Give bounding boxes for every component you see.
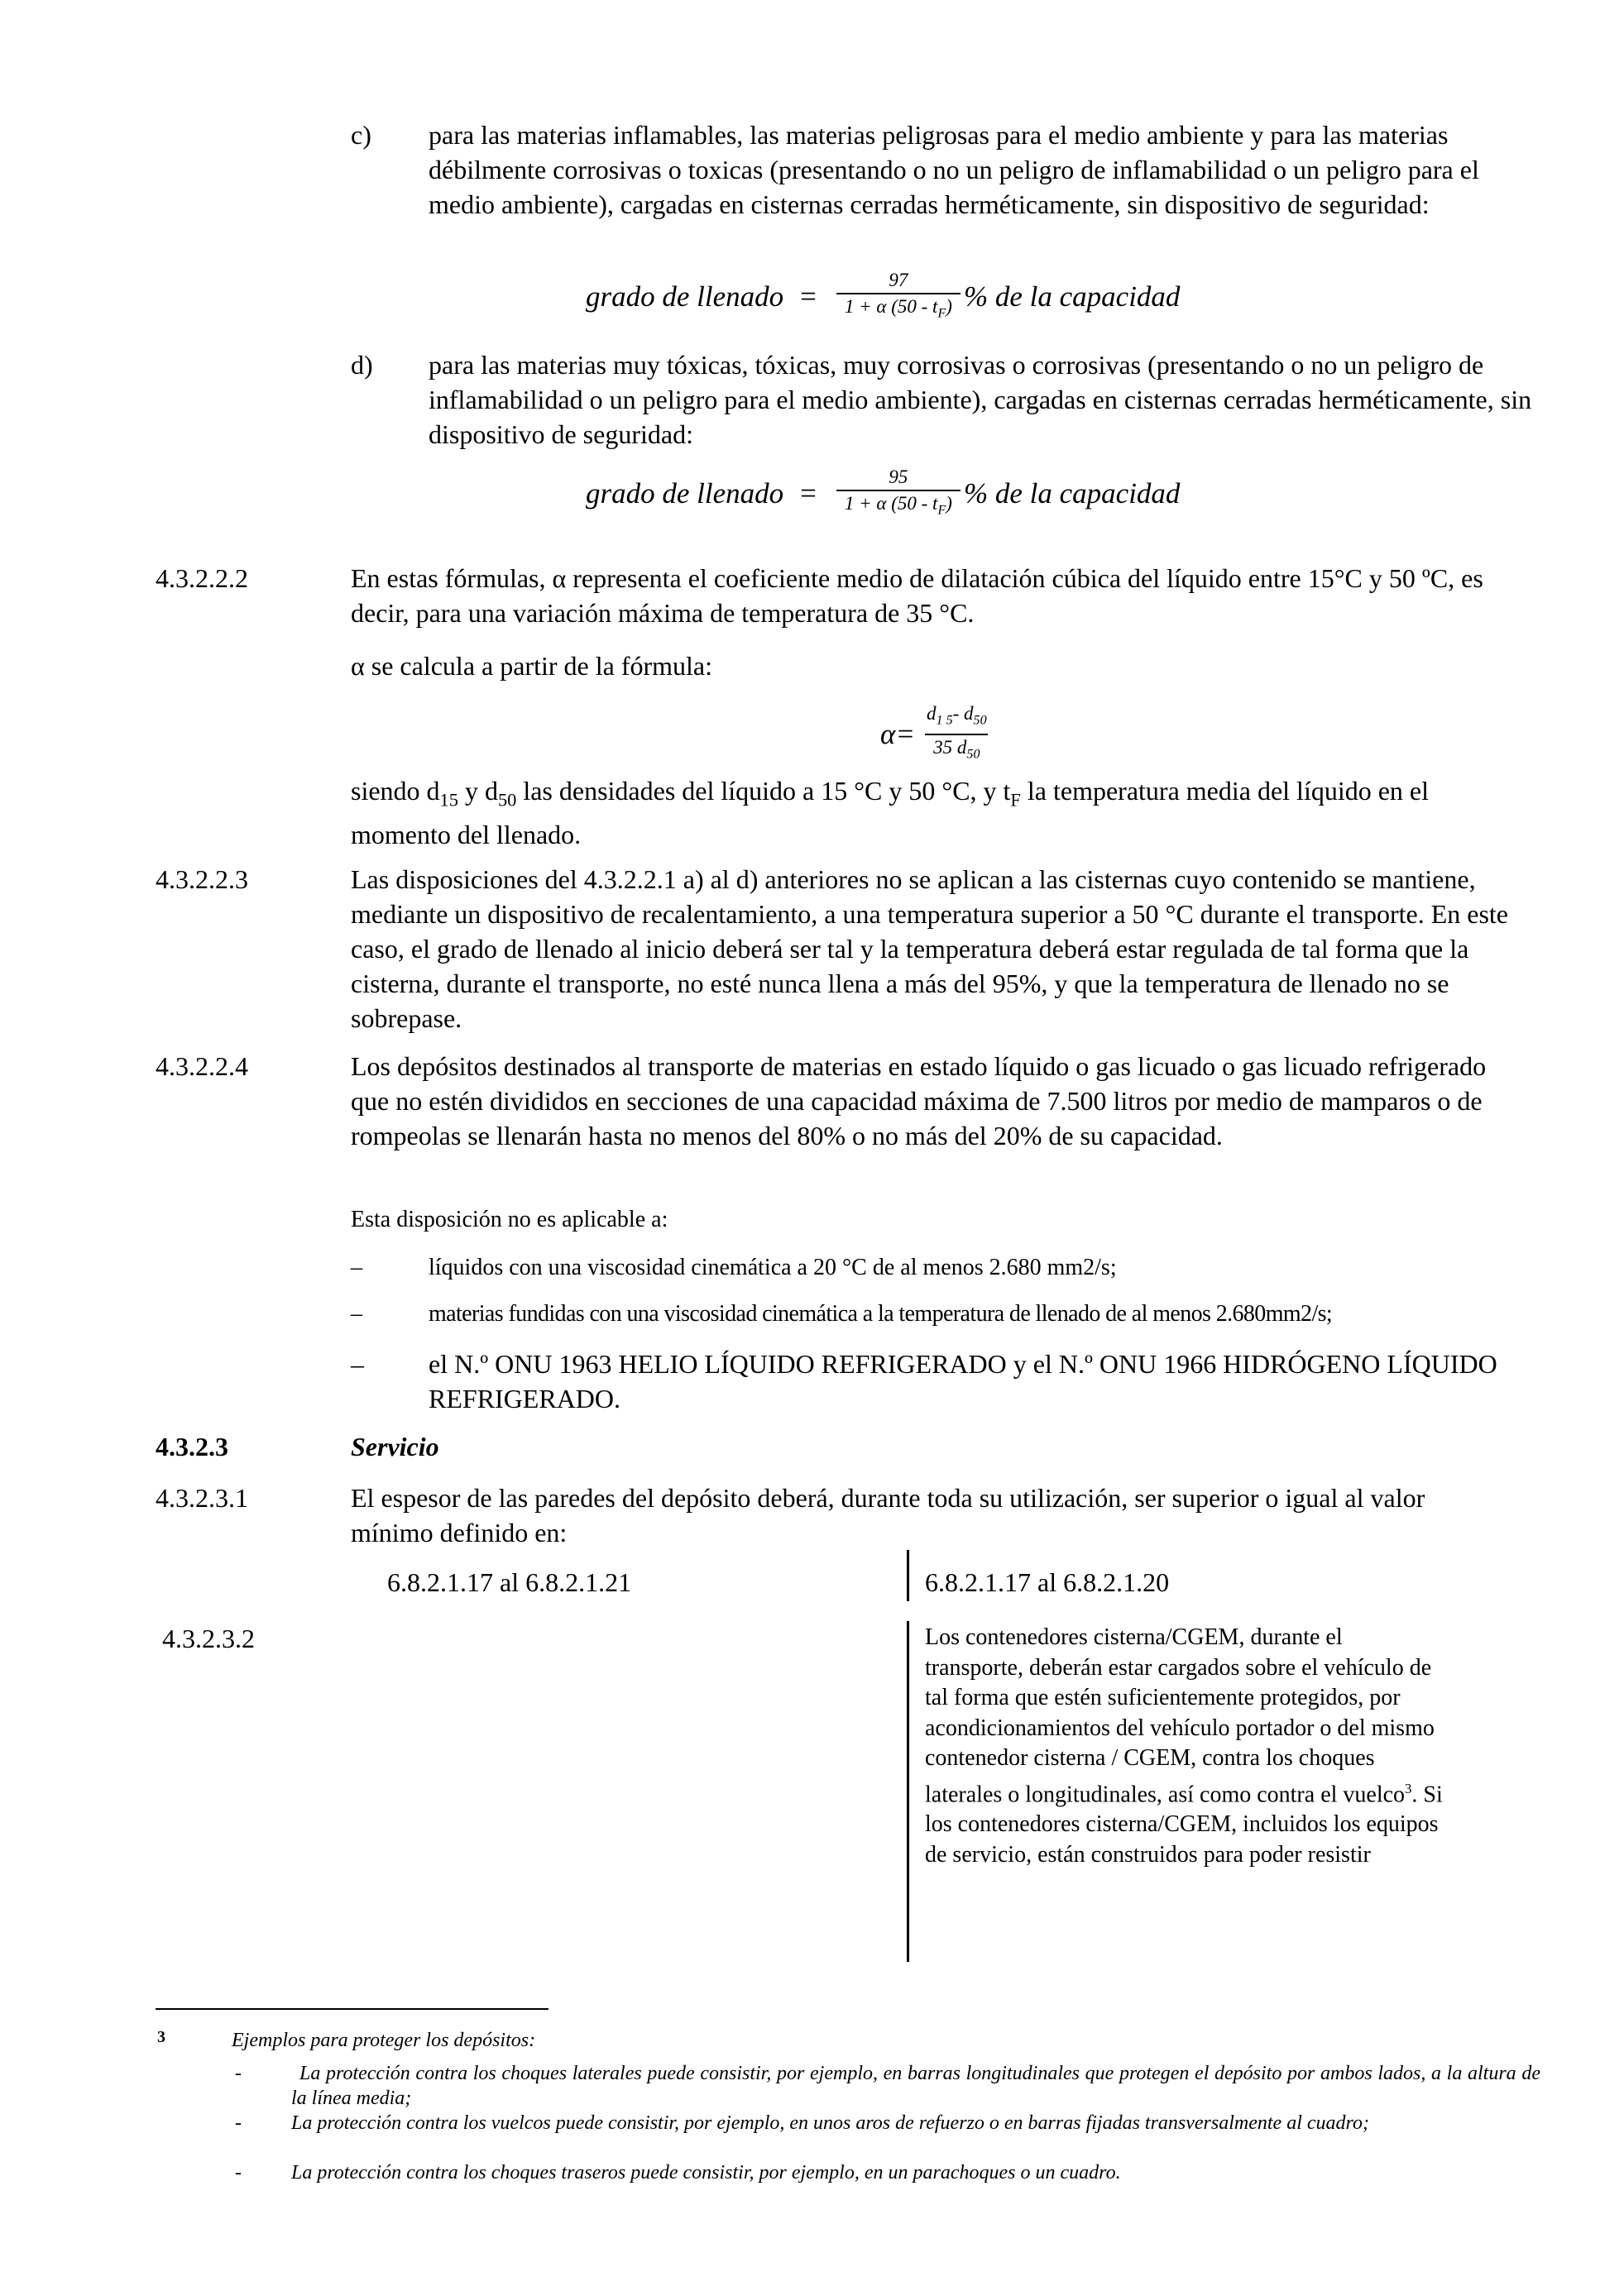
- list-item: líquidos con una viscosidad cinemática a 20 °C de al menos 2.680 mm2/s;: [429, 1255, 1117, 1280]
- section-number: 4.3.2.2.4: [156, 1051, 248, 1081]
- section-paragraph: α se calcula a partir de la fórmula:: [351, 651, 712, 681]
- footnote-separator: [156, 2008, 549, 2010]
- formula-fraction: [836, 465, 961, 524]
- formula-fraction: [918, 701, 995, 767]
- item-c-text: para las materias inflamables, las materias peligrosas para el medio ambiente y para las materias débilmente corrosivas o toxicas (presentando o no un peligro de inflamabilidad o un peligro para el medio ambiente), cargadas en cisternas cerradas herméticamente, sin dispositivo de seguridad:: [429, 120, 1479, 219]
- footnote-dash: -: [235, 2063, 242, 2084]
- column-divider: [907, 1550, 909, 1601]
- formula-denominator: 1 + α $(50 - t_F)$: [836, 293, 961, 327]
- list-item: materias fundidas con una viscosidad cinemática a la temperatura de llenado de al menos 2.680mm2/s;: [429, 1301, 1333, 1327]
- section-paragraph: Las disposiciones del 4.3.2.2.1 a) al d) anteriores no se aplican a las cisternas cuyo contenido se mantiene, mediante un dispositivo de recalentamiento, a una temperatura superior a 50 °C durante el transporte. En este caso, el grado de llenado al inicio deberá ser tal y la temperatura deberá estar regulada de tal forma que la cisterna, durante el transporte, no esté nunca llena a más del 95%, y que la temperatura de llenado no se sobrepase.: [351, 864, 1508, 1033]
- item-d-label: d): [351, 350, 373, 380]
- section-number: 4.3.2.2.3: [156, 864, 248, 894]
- formula-rhs: % de la capacidad: [963, 280, 1181, 313]
- section-paragraph: Esta disposición no es aplicable a:: [351, 1207, 668, 1232]
- section-paragraph: Los depósitos destinados al transporte de materias en estado líquido o gas licuado o gas licuado refrigerado que no estén divididos en secciones de una capacidad máxima de 7.500 litros por medio de mamparos o de rompeolas se llenarán hasta no menos del 80% o no más del 20% de su capacidad.: [351, 1051, 1487, 1150]
- right-column-paragraph: Los contenedores cisterna/CGEM, durante el transporte, deberán estar cargados sobre el vehículo de tal forma que estén suficientemente protegidos, por acondicionamientos del vehículo portador o del mismo contenedor cisterna / CGEM, contra los choques laterales o longitudinales, así como contra el vuelco$^3$. Si los contenedores cisterna/CGEM, incluidos los equipos de servicio, están construidos para poder resistir: [925, 1624, 1443, 1868]
- formula-lhs: grado de llenado: [586, 280, 784, 313]
- list-bullet: –: [351, 1255, 362, 1280]
- formula-equals: =: [800, 280, 817, 313]
- formula-denominator: 1 + α $(50 - t_F)$: [836, 490, 961, 524]
- left-column-reference: 6.8.2.1.17 al 6.8.2.1.21: [387, 1567, 632, 1597]
- section-number: 4.3.2.3.2: [162, 1624, 255, 1653]
- formula-fraction: [836, 268, 961, 327]
- item-d-text: para las materias muy tóxicas, tóxicas, muy corrosivas o corrosivas (presentando o no un peligro de inflamabilidad o un peligro para el medio ambiente), cargadas en cisternas cerradas herméticamente, sin dispositivo de seguridad:: [429, 350, 1532, 449]
- list-bullet: –: [351, 1301, 362, 1327]
- formula-numerator: $d_{1 5}-$ $d_{50}$: [927, 703, 987, 728]
- formula-denominator: 35 $d_{50}$: [925, 734, 988, 768]
- formula-numerator: 95: [889, 466, 908, 487]
- section-paragraph: siendo $d_{15}$ y $d_{50}$ las densidades del líquido a 15 °C y 50 °C, y $t_F$ la temperatura media del líquido en el momento del llenado.: [351, 776, 1430, 850]
- right-column-reference: 6.8.2.1.17 al 6.8.2.1.20: [925, 1567, 1170, 1597]
- footnote-item: La protección contra los vuelcos puede consistir, por ejemplo, en unos aros de refuerzo o en barras fijadas transversalmente al cuadro;: [291, 2112, 1369, 2134]
- footnote-title: Ejemplos para proteger los depósitos:: [232, 2030, 536, 2051]
- item-c-label: c): [351, 120, 371, 150]
- formula-fill-97: [586, 268, 1180, 327]
- formula-equals: =: [800, 477, 817, 510]
- column-divider: [907, 1621, 909, 1962]
- formula-lhs: α=: [880, 717, 915, 750]
- footnote-reference[interactable]: 3: [1405, 1780, 1412, 1796]
- formula-lhs: grado de llenado: [586, 477, 784, 510]
- section-number: 4.3.2.3.1: [156, 1483, 248, 1513]
- formula-fill-95: [586, 465, 1180, 524]
- footnote-dash: -: [235, 2112, 242, 2134]
- footnote-item: La protección contra los choques laterales puede consistir, por ejemplo, en barras longitudinales que protegen el depósito por ambos lados, a la altura de la línea media;: [291, 2063, 1540, 2109]
- section-paragraph: En estas fórmulas, α representa el coeficiente medio de dilatación cúbica del líquido entre 15°C y 50 ºC, es decir, para una variación máxima de temperatura de 35 °C.: [351, 563, 1483, 628]
- footnote-dash: -: [235, 2162, 242, 2184]
- footnote-mark: 3: [157, 2028, 165, 2046]
- footnote-item: La protección contra los choques traseros puede consistir, por ejemplo, en un parachoques o un cuadro.: [291, 2162, 1121, 2184]
- section-heading-number: 4.3.2.3: [156, 1432, 228, 1461]
- formula-numerator: 97: [889, 270, 908, 290]
- section-paragraph: El espesor de las paredes del depósito deberá, durante toda su utilización, ser superior o igual al valor mínimo definido en:: [351, 1483, 1425, 1547]
- list-item: el N.º ONU 1963 HELIO LÍQUIDO REFRIGERADO y el N.º ONU 1966 HIDRÓGENO LÍQUIDO REFRIGERADO.: [429, 1349, 1497, 1413]
- formula-alpha: [880, 701, 999, 767]
- section-heading-title: Servicio: [351, 1432, 439, 1461]
- section-number: 4.3.2.2.2: [156, 563, 248, 593]
- list-bullet: –: [351, 1349, 364, 1379]
- formula-rhs: % de la capacidad: [963, 477, 1181, 510]
